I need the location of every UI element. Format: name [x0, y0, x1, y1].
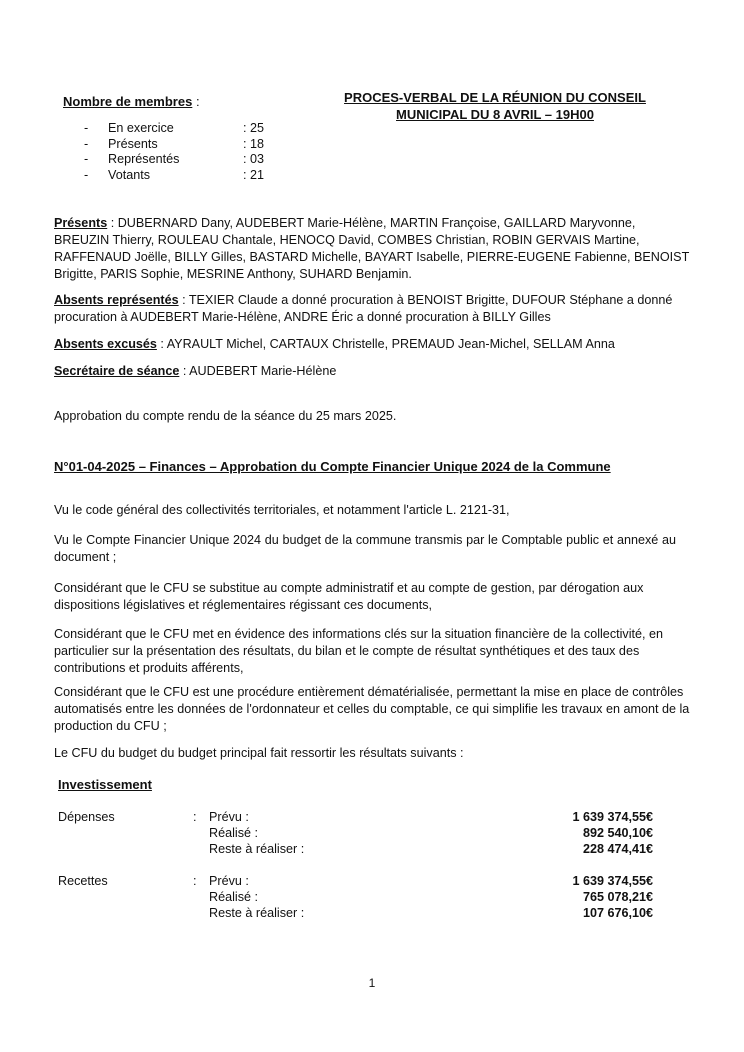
- list-dash: -: [84, 168, 89, 182]
- members-label: Représentés: [108, 152, 180, 166]
- members-value: : 18: [243, 137, 265, 151]
- list-dash: -: [84, 121, 89, 135]
- members-value: : 25: [243, 121, 265, 135]
- recettes-realise-value: 765 078,21€: [582, 890, 653, 904]
- members-heading-suffix: :: [192, 94, 200, 109]
- paragraph-vu-cfu: Vu le Compte Financier Unique 2024 du budget de la commune transmis par le Comptable public et annexé au document ;: [54, 533, 676, 564]
- depenses-colon: :: [193, 810, 197, 824]
- absents-excuses-text: : AYRAULT Michel, CARTAUX Christelle, PREMAUD Jean-Michel, SELLAM Anna: [156, 337, 615, 351]
- members-heading: Nombre de membres: [63, 94, 193, 109]
- absents-excuses-paragraph: [54, 336, 694, 353]
- members-label: En exercice: [108, 121, 174, 135]
- paragraph-vu-code: Vu le code général des collectivités territoriales, et notamment l'article L. 2121-31,: [54, 503, 510, 517]
- recettes-prevu-value: 1 639 374,55€: [572, 874, 653, 888]
- members-label: Votants: [108, 168, 151, 182]
- paragraph-considerant-3: Considérant que le CFU est une procédure entièrement dématérialisée, permettant la mise en place de contrôles automatisés entre les données de l'ordonnateur et celles du comptable, ce qui simplifie les travaux en amont de la production du CFU ;: [54, 685, 690, 733]
- depenses-realise-value: 892 540,10€: [582, 826, 653, 840]
- members-row-en-exercice: [84, 121, 304, 137]
- absents-representes-text: : TEXIER Claude a donné procuration à BENOIST Brigitte, DUFOUR Stéphane a donné procuration à AUDEBERT Marie-Hélène, ANDRE Éric a donné procuration à BILLY Gilles: [54, 293, 673, 324]
- recettes-reste-value: 107 676,10€: [582, 906, 653, 920]
- absents-representes-paragraph: [54, 292, 694, 326]
- paragraph-resultats: Le CFU du budget du budget principal fait ressortir les résultats suivants :: [54, 746, 464, 760]
- presents-text: : DUBERNARD Dany, AUDEBERT Marie-Hélène, MARTIN Françoise, GAILLARD Maryvonne, BREUZIN Thierry, ROULEAU Chantale, HENOCQ David, COMBES Christian, ROBIN GERVAIS Martine, RAFFENAUD Joëlle, BILLY Gilles, BASTARD Michelle, BAYART Isabelle, PIERRE-EUGENE Fabienne, BENOIST Brigitte, PARIS Sophie, MESRINE Anthony, SUHARD Benjamin.: [54, 216, 690, 281]
- members-heading-block: [63, 94, 200, 109]
- members-label: Présents: [108, 137, 158, 151]
- depenses-prevu-value: 1 639 374,55€: [572, 810, 653, 824]
- depenses-prevu-label: Prévu :: [209, 810, 249, 824]
- recettes-reste-label: Reste à réaliser :: [209, 906, 305, 920]
- recettes-colon: :: [193, 874, 197, 888]
- list-dash: -: [84, 152, 89, 166]
- investissement-heading: Investissement: [58, 777, 152, 792]
- members-value: : 03: [243, 152, 265, 166]
- paragraph-considerant-1: Considérant que le CFU se substitue au compte administratif et au compte de gestion, par dérogation aux dispositions législatives et réglementaires régissant ces documents,: [54, 581, 644, 612]
- depenses-label: Dépenses: [58, 810, 115, 824]
- presents-label: Présents: [54, 216, 108, 230]
- secretaire-text: : AUDEBERT Marie-Hélène: [179, 364, 337, 378]
- title-line-1: PROCES-VERBAL DE LA RÉUNION DU CONSEIL: [344, 90, 646, 105]
- absents-representes-label: Absents représentés: [54, 293, 179, 307]
- secretaire-paragraph: [54, 363, 694, 380]
- members-value: : 21: [243, 168, 265, 182]
- secretaire-label: Secrétaire de séance: [54, 364, 180, 378]
- document-title: [300, 89, 690, 123]
- approbation-text: Approbation du compte rendu de la séance du 25 mars 2025.: [54, 409, 397, 423]
- members-row-votants: [84, 168, 304, 184]
- depenses-group: [0, 810, 744, 860]
- presents-paragraph: [54, 215, 694, 283]
- page-number: 1: [368, 976, 376, 990]
- recettes-group: [0, 874, 744, 924]
- recettes-label: Recettes: [58, 874, 108, 888]
- recettes-prevu-label: Prévu :: [209, 874, 249, 888]
- absents-excuses-label: Absents excusés: [54, 337, 157, 351]
- title-line-2: MUNICIPAL DU 8 AVRIL – 19H00: [396, 107, 594, 122]
- paragraph-considerant-2: Considérant que le CFU met en évidence des informations clés sur la situation financière de la collectivité, en particulier sur la présentation des résultats, du bilan et le compte de résultat synthétiques et des taux des contributions et produits afférents,: [54, 627, 664, 675]
- depenses-realise-label: Réalisé :: [209, 826, 258, 840]
- depenses-reste-label: Reste à réaliser :: [209, 842, 305, 856]
- recettes-realise-label: Réalisé :: [209, 890, 258, 904]
- members-row-representes: [84, 152, 304, 168]
- section-title: N°01-04-2025 – Finances – Approbation du Compte Financier Unique 2024 de la Commune: [54, 459, 611, 474]
- depenses-reste-value: 228 474,41€: [582, 842, 653, 856]
- members-row-presents: [84, 137, 304, 153]
- list-dash: -: [84, 137, 89, 151]
